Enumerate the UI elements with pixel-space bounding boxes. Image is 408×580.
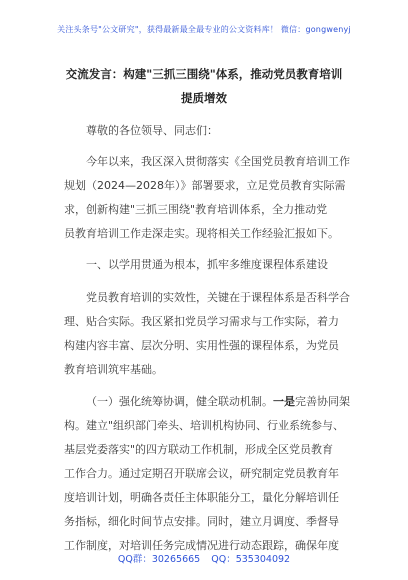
footer-qq-group: QQ群：30265665 [117, 554, 201, 565]
paragraph-line: 构建内容丰富、层次分明、实用性强的课程体系，为党员 [64, 339, 339, 352]
document-title-line-1: 交流发言：构建"三抓三围绕"体系，推动党员教育培训 [65, 67, 343, 81]
paragraph-line: 度培训计划，明确各责任主体职能分工，量化分解培训任 [64, 491, 339, 504]
paragraph-line: 务指标，细化时间节点安排。同时，建立月调度、季督导 [64, 515, 339, 528]
paragraph-line: 工作合力。通过定期召开联席会议，研究制定党员教育年 [64, 467, 339, 480]
salutation: 尊敬的各位领导、同志们： [86, 124, 218, 137]
subsection-first-line [86, 393, 350, 409]
paragraph-line: 党员教育培训的实效性，关键在于课程体系是否科学合 [86, 291, 350, 304]
paragraph-line: 员教育培训工作走深走实。现将相关工作经验汇报如下。 [64, 227, 339, 240]
paragraph-line: 今年以来，我区深入贯彻落实《全国党员教育培训工作 [86, 155, 350, 168]
paragraph-line: 工作制度，对培训任务完成情况进行动态跟踪，确保年度 [64, 539, 339, 552]
paragraph-line: 基层党委落实"的四方联动工作机制，形成全区党员教育 [64, 443, 334, 456]
paragraph-line: 构。建立"组织部门牵头、培训机构协同、行业系统参与、 [64, 419, 345, 432]
section-heading: 一、以学用贯通为根本，抓牢多维度课程体系建设 [86, 258, 328, 271]
emphasis-text: 一是 [273, 395, 295, 408]
paragraph-line: 规划（2024—2028年）》部署要求，立足党员教育实际需 [64, 179, 346, 192]
document-title-line-2: 提质增效 [181, 91, 227, 105]
header-promo-note: 关注头条号"公文研究"，获得最新最全最专业的公文资料库！ 微信：gongwenyj [57, 25, 351, 34]
subsection-text: 完善协同架 [295, 395, 350, 408]
paragraph-line: 教育培训筑牢基础。 [64, 363, 163, 376]
footer-qq: QQ：535304092 [211, 554, 291, 565]
footer-contact [0, 551, 408, 565]
paragraph-line: 求，创新构建"三抓三围绕"教育培训体系，全力推动党 [64, 203, 328, 216]
paragraph-line: 理、贴合实际。我区紧扣党员学习需求与工作实际，着力 [64, 315, 339, 328]
subsection-heading: （一）强化统筹协调，健全联动机制。 [86, 395, 273, 408]
